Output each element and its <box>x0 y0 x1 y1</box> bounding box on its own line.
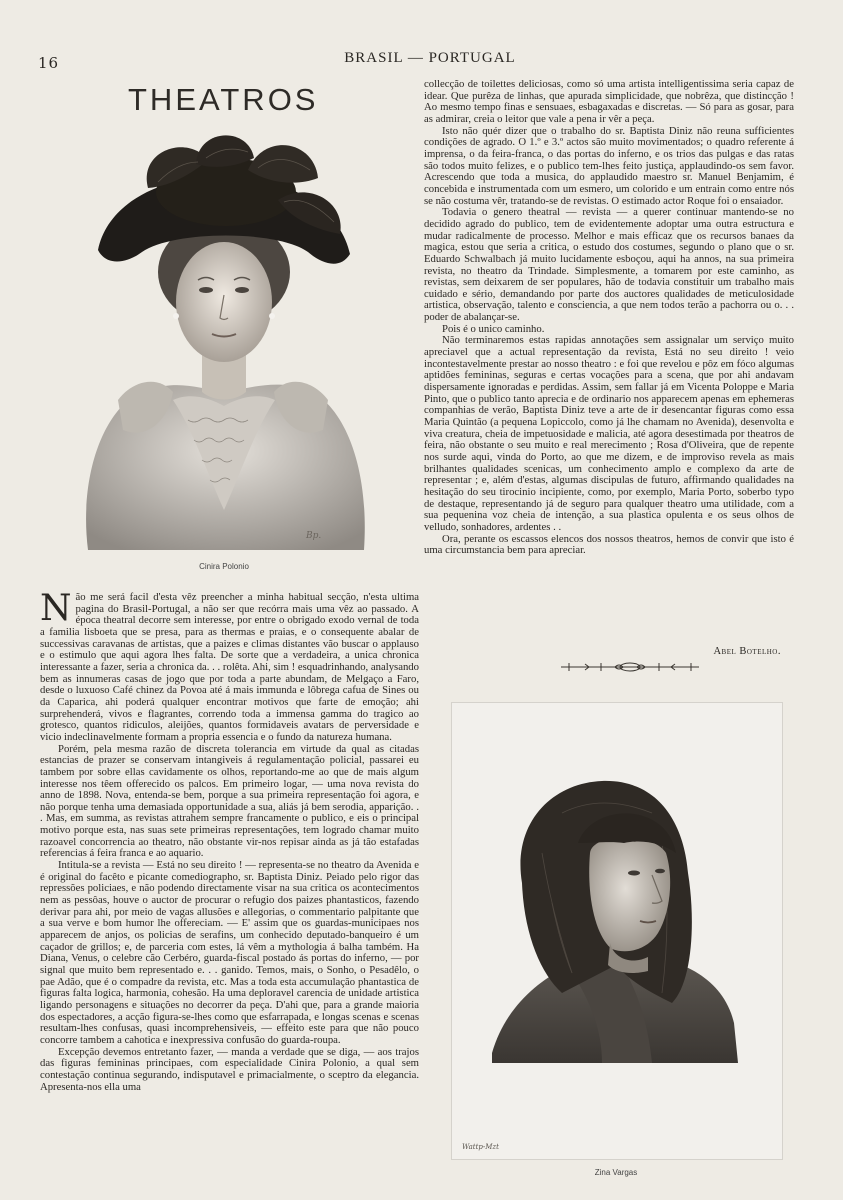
article-left-column <box>40 592 419 1182</box>
article-paragraph: Isto não quér dizer que o trabalho do sr. Baptista Diniz não reuna sufficientes condições de agrado. O 1.º e 3.º actos são muito movimentados; o quadro referente á imprensa, o da feira-franca, o das portas do inferno, e os trios das pulgas e das ratas são todos muito felizes, e o publico tem-lhes feito justiça, applaudindo-os sem favor. Acrescendo que toda a musica, do applaudido maestro sr. Manuel Benjamim, é concebida e instrumentada com um esmero, um colorido e um entrain como entre nós se não costuma vêr, tratando-se de revistas. O estimado actor Roque foi o ensaiador. <box>424 124 794 207</box>
portrait2-caption: Zina Vargas <box>594 1168 638 1177</box>
article-paragraph: Todavia o genero theatral — revista — a querer continuar mantendo-se no decidido agrado do publico, tem de evidentemente adoptar uma outra estructura e mudar radicalmente de processo. Melhor e mais efficaz que os recursos banaes da magica, estou que seria a critica, o estudo dos costumes, segundo o plano que o sr. Eduardo Schwalbach já muito lucidamente esboçou, aqui ha annos, na sua primeira revista, no theatro da Trindade. Simplesmente, a tomarem por este caminho, as revistas, sem deixarem de ser populares, hão de todavia constituir um trabalho mais cuidado e sério, demandando por parte dos auctores qualidades de meticulosidade artistica, observação, talento e consciencia, a que nem todos terão a pachorra ou o. . . poder de abalançar-se. <box>424 206 794 324</box>
article-paragraph: collecção de toilettes deliciosas, como só uma artista intelligentissima seria capaz de idear. Que purêza de linhas, que apurada simplicidade, que nobrêza, que distincção ! Ao mesmo tempo finas e sensuaes, esbagaxadas e discretas. — Só para as gosar, para as admirar, creia o leitor que vale a pena ir vêr a peça. <box>424 79 794 125</box>
article-paragraph: Excepção devemos entretanto fazer, — manda a verdade que se diga, — aos trajos das figuras femininas principaes, com especialidade Cinira Polonio, a qual sem contestação continua segurando, indisputavel e primacialmente, o sceptro da elegancia. Apresenta-nos ella uma <box>40 1045 419 1093</box>
portrait-zina-vargas <box>451 702 783 1160</box>
article-paragraph: Não me será facil d'esta vêz preencher a minha habitual secção, n'esta ultima pagina do Brasil-Portugal, a não ser que recórra mais uma vêz ao passado. A época theatral decorre sem interesse, por entre o obrigado exodo vernal de toda a familia lisboeta que se presa, para as thermas e praias, e o consequente abalar de successivas caravanas de artistas, que a paizes e climas distantes vão buscar o applauso e o estimulo que aqui agora lhes falta. De sorte que a verdadeira, a unica chronica interessante a fazer, seria a chronica da. . . rolêta. Ahi, sim ! esquadrinhando, analysando bem as innumeras casas de jogo que por toda a parte abundam, de Melgaço a Faro, desde o luxuoso Café chinez da Povoa até á mais immunda e lôbrega cafua de Sines ou da Caparica, ahi poderá qualquer encontrar motivos que farte de emoção; ahi surprehenderá, vivos e flagrantes, correndo toda a immensa gamma do tragico ao grotesco, quantos ridiculos, aleijões, quantos formidaveis avatars de perversidade e vicio indeclinavelmente formam a propria essencia e o fundo da natureza humana. <box>40 592 419 743</box>
article-right-column <box>424 79 794 639</box>
page-number: 16 <box>38 54 60 72</box>
svg-text:Wattp-Mzt: Wattp-Mzt <box>462 1143 499 1151</box>
dropcap: N <box>40 592 72 629</box>
author-signature: Abel Botelho. <box>713 646 781 657</box>
article-paragraph: Pois é o unico caminho. <box>442 322 545 335</box>
portrait-cinira-polonio <box>78 130 370 558</box>
svg-text:Bp.: Bp. <box>306 531 322 541</box>
article-paragraph: Não terminaremos estas rapidas annotações sem assignalar um serviço muito apreciavel que a actual representação da revista, Está no seu direito ! veio incontestavelmente prestar ao nosso theatro : e foi que revelou e pôz em fóco algumas aptidões femininas, seguras e certas vocações para a scena, que por ahi andavam dispersamente ignoradas e perdidas. Assim, sem fallar já em Vicenta Poloppe e Maria Pinto, que o publico tanto aprecia e de ordinario nos apparecem apenas em ephemeras companhias de verão, Baptista Diniz teve a arte de ir desencantar figuras como essa Maria Quintão (a pequena Lopiccolo, como já lhe chamam no Avenida), desenvolta e viva creatura, cheia de impetuosidade e malicia, até agora desestimada por theatros de feira, não obstante o seu muito e real merecimento ; Rosa d'Oliveira, que de repente nos surde aqui, vinda do Porto, ao que me dizem, e de improviso revela as mais brilhantes qualidades scenicas, um conhecimento amplo e complexo da arte de representar ; e, além d'estas, algumas discipulas de futuro, affirmando qualidades na hesitação do seu tirocinio incipiente, como, por exemplo, Maria Porto, soberbo typo de destaque, representando já de seguro para qualquer theatro uma utilidade, com a sua pequenina voz cheia de intenção, a sua plastica opulenta e os seus olhos de velludo, sonhadores, ardentes . . <box>424 334 794 533</box>
article-paragraph: Ora, perante os escassos elencos dos nossos theatros, hemos de convir que isto é uma circumstancia bem para apreciar. <box>424 532 794 557</box>
ornament-divider <box>555 661 705 673</box>
portrait1-caption: Cinira Polonio <box>199 562 249 571</box>
section-title: THEATROS <box>128 82 319 117</box>
article-paragraph: Porém, pela mesma razão de discreta tolerancia em virtude da qual as citadas estancias de prazer se conservam intangiveis á regulamentação policial, passarei eu tambem por sobre ellas cavidamente os olhos, reportando-me ao que de mais algum interesse nos têem offerecido os palcos. Em primeiro logar, — uma nova revista do anno de 1898. Nova, entenda-se bem, porque a sua primeira representação foi agora, e não porque tenha uma demasiada opportunidade a sua, aliás já bem serodia, apparição. . . Mas, em summa, as revistas attrahem sempre francamente o publico, e eis o principal motivo porque esta, nas suas sete primeiras representações, tem logrado chamar muito razoavel concorrencia ao theatro, não obstante vir-nos repisar ainda as já tão estafadas referencias á feira franca e ao aquario. <box>40 742 419 860</box>
running-title: BRASIL — PORTUGAL <box>344 50 516 66</box>
article-paragraph: Intitula-se a revista — Está no seu direito ! — representa-se no theatro da Avenida e é original do facêto e picante comediographo, sr. Baptista Diniz. Peiado pelo rigor das repressões policiaes, e não podendo directamente visar na sua critica os acontecimentos nem as pessôas, houve o auctor de procurar o refugio dos paizes phantasticos, fazendo derivar para ahi, por meio de vagas allusões e allegorias, o commentario palpitante que a sua verve e bom humor lhe offereciam. — E' assim que os guardas-municipaes nos apparecem de anjos, os policias de serafins, um conhecido deputado-banqueiro é um caçador de grillos; e, de parceria com estes, lá vêm a mythologia á balha também. Ha Diana, Venus, o celebre cão Cerbéro, guarda-fiscal postado ás portas do inferno, — por signal que muito bem representado e. . . ganido. Temos, mais, o Sonho, o Pesadêlo, o pae Adão, que é o compadre da revista, etc. Mas a toda esta accumulação phantastica de figuras falta logica, harmonia, cohesão. Ha uma deploravel carencia de unidade artistica ligando personagens e situações no decorrer da peça. D'ahi que, para a grande maioria dos espectadores, a acção figura-se-lhes como que esfarrapada, e longas scenas e scenas resultam-lhes confusas, quasi incomprehensiveis, — effeito este para que não pouco concorre tambem a cahotica e inexpressiva confusão do guarda-roupa. <box>40 859 419 1046</box>
